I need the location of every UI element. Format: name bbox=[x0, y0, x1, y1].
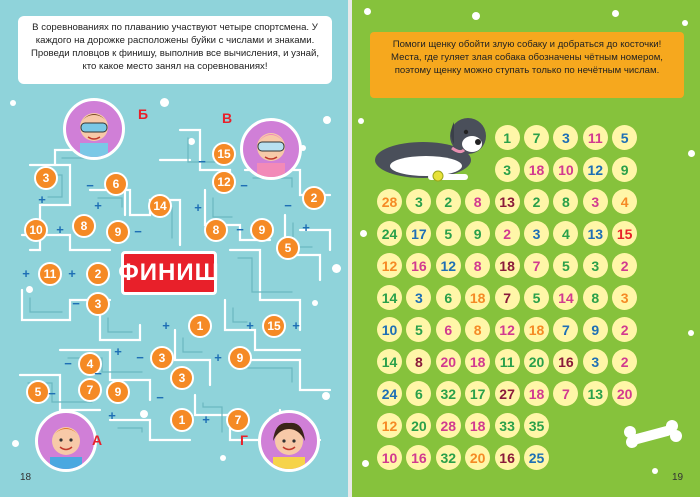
operator-sign: + bbox=[202, 412, 210, 427]
grid-cell: 6 bbox=[436, 285, 461, 310]
left-page-number: 18 bbox=[20, 472, 32, 483]
grid-cell: 10 bbox=[377, 317, 402, 342]
grid-cell: 10 bbox=[553, 157, 578, 182]
grid-cell: 33 bbox=[495, 413, 520, 438]
operator-sign: + bbox=[38, 192, 46, 207]
swimmer-label-g: Г bbox=[240, 432, 248, 448]
swimmer-a-avatar bbox=[35, 410, 97, 472]
grid-cell: 9 bbox=[612, 157, 637, 182]
grid-cell: 18 bbox=[524, 317, 549, 342]
grid-cell: 2 bbox=[495, 221, 520, 246]
right-instruction: Помоги щенку обойти злую собаку и добраться до косточки! Места, где гуляет злая собака обозначены чётным номером, поэтому щенку можно ступать только по нечётным числам. bbox=[370, 32, 684, 98]
buoy-number: 8 bbox=[204, 218, 228, 242]
grid-cell: 5 bbox=[406, 317, 431, 342]
operator-sign: − bbox=[136, 350, 144, 365]
grid-cell: 12 bbox=[377, 413, 402, 438]
grid-cell: 14 bbox=[377, 285, 402, 310]
grid-cell: 2 bbox=[612, 253, 637, 278]
snow-dot bbox=[688, 150, 695, 157]
operator-sign: + bbox=[246, 318, 254, 333]
grid-cell: 9 bbox=[465, 221, 490, 246]
left-page bbox=[0, 0, 348, 497]
swimmer-g-avatar bbox=[258, 410, 320, 472]
operator-sign: − bbox=[240, 178, 248, 193]
snow-dot bbox=[652, 468, 658, 474]
grid-cell: 4 bbox=[612, 189, 637, 214]
buoy-number: 1 bbox=[170, 408, 194, 432]
dog-illustration bbox=[368, 104, 498, 184]
grid-cell: 10 bbox=[377, 445, 402, 470]
grid-cell: 16 bbox=[406, 445, 431, 470]
operator-sign: + bbox=[56, 222, 64, 237]
grid-cell: 5 bbox=[553, 253, 578, 278]
grid-cell: 18 bbox=[524, 157, 549, 182]
grid-cell: 3 bbox=[583, 253, 608, 278]
buoy-number: 9 bbox=[250, 218, 274, 242]
grid-cell: 2 bbox=[524, 189, 549, 214]
grid-cell: 11 bbox=[583, 125, 608, 150]
buoy-number: 2 bbox=[86, 262, 110, 286]
buoy-number: 10 bbox=[24, 218, 48, 242]
buoy-number: 5 bbox=[276, 236, 300, 260]
grid-cell: 20 bbox=[524, 349, 549, 374]
grid-cell: 2 bbox=[436, 189, 461, 214]
grid-cell: 7 bbox=[553, 381, 578, 406]
grid-cell: 25 bbox=[524, 445, 549, 470]
grid-cell: 8 bbox=[465, 253, 490, 278]
grid-cell: 8 bbox=[465, 317, 490, 342]
grid-cell: 3 bbox=[553, 125, 578, 150]
grid-cell: 28 bbox=[436, 413, 461, 438]
buoy-number: 14 bbox=[148, 194, 172, 218]
grid-cell: 3 bbox=[612, 285, 637, 310]
grid-cell: 32 bbox=[436, 445, 461, 470]
operator-sign: + bbox=[22, 266, 30, 281]
buoy-number: 12 bbox=[212, 170, 236, 194]
grid-cell: 8 bbox=[583, 285, 608, 310]
grid-cell: 7 bbox=[524, 125, 549, 150]
buoy-number: 1 bbox=[188, 314, 212, 338]
grid-cell: 3 bbox=[583, 189, 608, 214]
buoy-number: 3 bbox=[86, 292, 110, 316]
buoy-number: 7 bbox=[78, 378, 102, 402]
right-page-number: 19 bbox=[672, 472, 684, 483]
buoy-number: 9 bbox=[106, 220, 130, 244]
grid-cell: 5 bbox=[524, 285, 549, 310]
grid-cell: 32 bbox=[436, 381, 461, 406]
operator-sign: − bbox=[86, 178, 94, 193]
buoy-number: 3 bbox=[150, 346, 174, 370]
grid-cell: 7 bbox=[553, 317, 578, 342]
grid-cell: 14 bbox=[377, 349, 402, 374]
right-page bbox=[352, 0, 700, 497]
grid-cell: 12 bbox=[495, 317, 520, 342]
grid-cell: 9 bbox=[583, 317, 608, 342]
buoy-number: 2 bbox=[302, 186, 326, 210]
grid-cell: 3 bbox=[495, 157, 520, 182]
grid-cell: 13 bbox=[583, 221, 608, 246]
snow-dot bbox=[360, 230, 367, 237]
buoy-number: 7 bbox=[226, 408, 250, 432]
buoy-number: 5 bbox=[26, 380, 50, 404]
grid-cell: 18 bbox=[495, 253, 520, 278]
grid-cell: 24 bbox=[377, 221, 402, 246]
grid-cell: 17 bbox=[406, 221, 431, 246]
buoy-number: 9 bbox=[106, 380, 130, 404]
snow-dot bbox=[364, 8, 371, 15]
swimmer-b-avatar bbox=[63, 98, 125, 160]
grid-cell: 20 bbox=[406, 413, 431, 438]
operator-sign: − bbox=[134, 224, 142, 239]
operator-sign: + bbox=[214, 350, 222, 365]
buoy-number: 4 bbox=[78, 352, 102, 376]
operator-sign: + bbox=[68, 266, 76, 281]
buoy-number: 15 bbox=[212, 142, 236, 166]
grid-cell: 16 bbox=[553, 349, 578, 374]
operator-sign: − bbox=[72, 296, 80, 311]
snow-dot bbox=[362, 460, 369, 467]
grid-cell: 14 bbox=[553, 285, 578, 310]
operator-sign: + bbox=[108, 408, 116, 423]
operator-sign: − bbox=[48, 386, 56, 401]
grid-cell: 7 bbox=[495, 285, 520, 310]
grid-cell: 7 bbox=[524, 253, 549, 278]
grid-cell: 6 bbox=[436, 317, 461, 342]
grid-cell: 16 bbox=[495, 445, 520, 470]
grid-cell: 24 bbox=[377, 381, 402, 406]
operator-sign: − bbox=[64, 356, 72, 371]
grid-cell: 2 bbox=[612, 349, 637, 374]
grid-cell: 17 bbox=[465, 381, 490, 406]
buoy-number: 8 bbox=[72, 214, 96, 238]
buoy-number: 3 bbox=[34, 166, 58, 190]
operator-sign: + bbox=[292, 318, 300, 333]
grid-cell: 8 bbox=[406, 349, 431, 374]
buoy-number: 9 bbox=[228, 346, 252, 370]
grid-cell: 3 bbox=[406, 285, 431, 310]
grid-cell: 20 bbox=[436, 349, 461, 374]
grid-cell: 3 bbox=[583, 349, 608, 374]
snow-dot bbox=[612, 10, 619, 17]
grid-cell: 8 bbox=[465, 189, 490, 214]
finish-sign: ФИНИШ bbox=[121, 251, 217, 295]
operator-sign: + bbox=[94, 198, 102, 213]
grid-cell: 28 bbox=[377, 189, 402, 214]
grid-cell: 5 bbox=[612, 125, 637, 150]
left-instruction: В соревнованиях по плаванию участвуют четыре спортсмена. У каждого на дорожке расположены буйки с числами и знаками. Проведи пловцов к финишу, выполнив все вычисления, и узнай, кто какое место занял на соревнованиях! bbox=[18, 16, 332, 84]
grid-cell: 16 bbox=[406, 253, 431, 278]
operator-sign: − bbox=[236, 222, 244, 237]
grid-cell: 12 bbox=[377, 253, 402, 278]
grid-cell: 13 bbox=[583, 381, 608, 406]
grid-cell: 20 bbox=[465, 445, 490, 470]
grid-cell: 3 bbox=[524, 221, 549, 246]
swimmer-label-b: Б bbox=[138, 106, 149, 122]
grid-cell: 15 bbox=[612, 221, 637, 246]
operator-sign: − bbox=[156, 390, 164, 405]
grid-cell: 18 bbox=[465, 285, 490, 310]
grid-cell: 11 bbox=[495, 349, 520, 374]
snow-dot bbox=[682, 20, 688, 26]
grid-cell: 8 bbox=[553, 189, 578, 214]
snow-dot bbox=[472, 12, 480, 20]
operator-sign: + bbox=[194, 200, 202, 215]
swimmer-label-a: А bbox=[92, 432, 103, 448]
buoy-number: 6 bbox=[104, 172, 128, 196]
grid-cell: 20 bbox=[612, 381, 637, 406]
grid-cell: 12 bbox=[436, 253, 461, 278]
operator-sign: − bbox=[198, 154, 206, 169]
grid-cell: 27 bbox=[495, 381, 520, 406]
operator-sign: + bbox=[114, 344, 122, 359]
grid-cell: 3 bbox=[406, 189, 431, 214]
operator-sign: − bbox=[94, 366, 102, 381]
swimmer-v-avatar bbox=[240, 118, 302, 180]
grid-cell: 18 bbox=[465, 413, 490, 438]
swimmer-label-v: В bbox=[222, 110, 233, 126]
grid-cell: 2 bbox=[612, 317, 637, 342]
grid-cell: 1 bbox=[495, 125, 520, 150]
grid-cell: 35 bbox=[524, 413, 549, 438]
buoy-number: 11 bbox=[38, 262, 62, 286]
grid-cell: 4 bbox=[553, 221, 578, 246]
buoy-number: 3 bbox=[170, 366, 194, 390]
operator-sign: − bbox=[284, 198, 292, 213]
grid-cell: 5 bbox=[436, 221, 461, 246]
grid-cell: 6 bbox=[406, 381, 431, 406]
operator-sign: + bbox=[302, 220, 310, 235]
buoy-number: 15 bbox=[262, 314, 286, 338]
snow-dot bbox=[688, 330, 694, 336]
grid-cell: 18 bbox=[524, 381, 549, 406]
grid-cell: 13 bbox=[495, 189, 520, 214]
grid-cell: 18 bbox=[465, 349, 490, 374]
grid-cell: 12 bbox=[583, 157, 608, 182]
operator-sign: + bbox=[162, 318, 170, 333]
snow-dot bbox=[358, 118, 364, 124]
bone-icon bbox=[620, 418, 684, 452]
